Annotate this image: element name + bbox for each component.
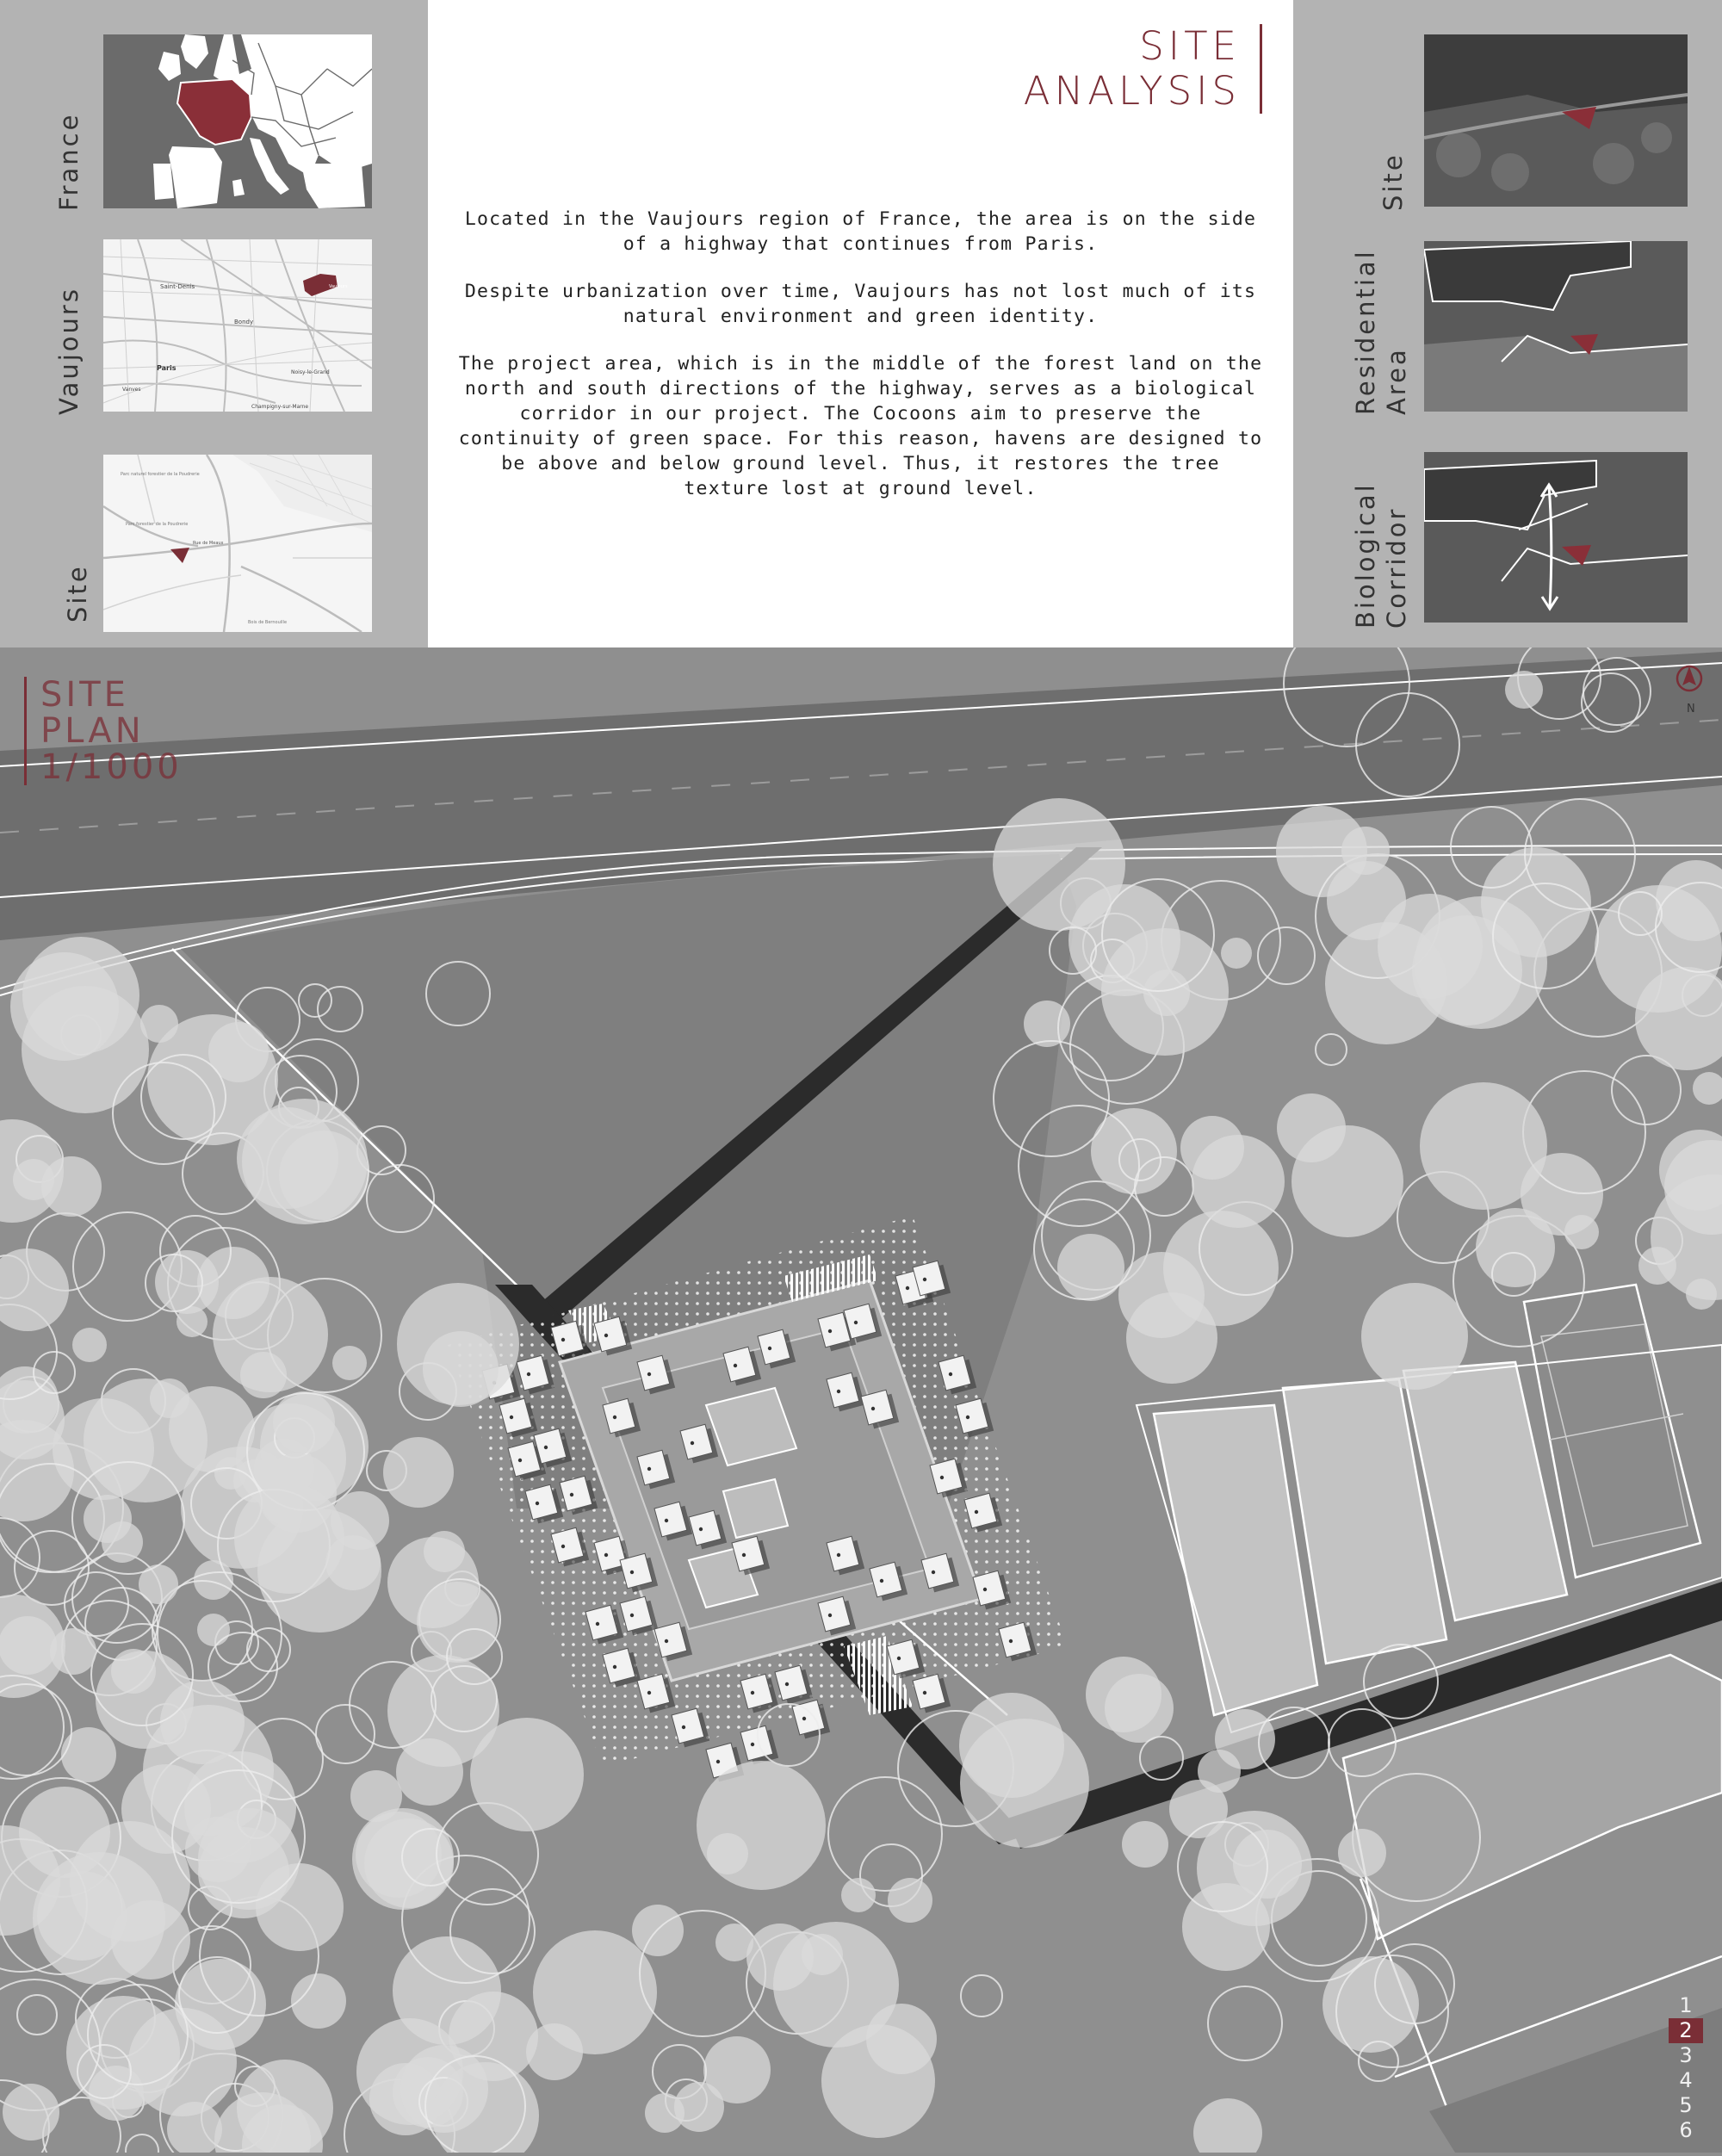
tree [332,1346,367,1380]
tree [3,2084,59,2141]
tree [526,2023,583,2080]
site-plan [0,647,1722,2153]
tree [1126,1292,1217,1384]
tree [121,1764,211,1854]
section-title [1024,24,1262,114]
map-label-vanves: Vanves [122,387,141,393]
europe-map [103,34,372,208]
aerial-site-map [1424,34,1688,207]
tree [242,1099,368,1224]
tree [1221,938,1252,969]
label-biological-corridor [1350,482,1412,629]
tree [645,2093,684,2133]
description-paragraph-1: Located in the Vaujours region of France, the area is on the side of a highway that continues from Paris. [464,208,1257,255]
tree [424,1531,465,1572]
tree [841,1878,876,1912]
label-vaujours: Vaujours [54,287,84,415]
tree [396,1738,463,1806]
tree [139,1564,178,1604]
tree [417,1582,498,1663]
map-label-bois: Bois de Bernouille [248,620,288,625]
tree [84,1378,208,1502]
label-corridor-line-1: Biological [1351,482,1380,629]
site-plan-drawing [0,647,1722,2153]
tree [197,1614,230,1646]
map-label-rue-de-meaux: Rue de Meaux [193,541,224,546]
site-description [454,207,1267,524]
label-corridor-line-2: Corridor [1382,506,1411,629]
pagination [1669,1993,1703,2143]
map-label-parc-naturel: Parc naturel forestier de la Poudrerie [121,472,200,477]
tree [470,1718,584,1831]
tree [1361,1283,1468,1390]
tree [1686,1279,1717,1310]
page-6[interactable]: 6 [1679,2118,1693,2142]
tree [61,1727,116,1782]
tree [960,1719,1089,1848]
page-3[interactable]: 3 [1679,2043,1693,2067]
tree [1122,1821,1168,1868]
tree [1101,928,1229,1056]
tree [10,952,119,1061]
tree [198,1808,300,1910]
aerial-residential-map [1424,241,1688,412]
tree [1105,1674,1174,1743]
description-paragraph-2: Despite urbanization over time, Vaujours has not lost much of its natural environment and green identity. [464,281,1257,327]
page-2-active[interactable]: 2 [1669,2018,1703,2043]
page-1[interactable]: 1 [1679,1993,1693,2017]
left-context-panel [0,0,428,647]
tree [234,1484,344,1594]
tree [155,1250,219,1314]
tree [50,1628,96,1675]
map-label-bondy: Bondy [234,319,254,325]
tree [160,1680,245,1764]
site-locator-map [103,455,372,632]
tree [697,1761,826,1890]
north-label: N [1687,703,1695,716]
tree [1564,1215,1599,1249]
tree [273,1391,335,1453]
page-5[interactable]: 5 [1679,2093,1693,2117]
right-analysis-panel [1293,0,1722,647]
vaujours-map [103,239,372,412]
tree [1420,1082,1547,1210]
label-residential-area [1350,249,1412,415]
map-label-paris: Paris [157,364,177,372]
tree [888,1878,932,1923]
tree [1057,1234,1124,1301]
title-line-1: SITE [1139,23,1241,69]
tree [1192,1135,1285,1228]
tree [140,1005,178,1043]
site-analysis-text-panel [428,0,1293,647]
map-label-parc-forestier: Parc forestier de la Poudrerie [126,522,189,527]
label-residential-line-2: Area [1382,347,1411,415]
page-4[interactable]: 4 [1679,2068,1693,2092]
label-residential-line-1: Residential [1351,249,1380,415]
tree [1505,671,1543,709]
site-analysis-header [0,0,1722,647]
tree [993,798,1125,931]
tree [213,1277,328,1392]
site-plan-scale: 1/1000 [40,747,183,787]
map-label-noisy-le-grand: Noisy-le-Grand [291,369,330,375]
title-line-2: ANALYSIS [1023,68,1241,114]
label-site-left: Site [63,564,92,623]
tree [383,1437,454,1508]
map-label-saint-denis: Saint-Denis [160,283,195,290]
tree [13,1159,54,1200]
tree [0,1616,57,1675]
tree [397,1283,519,1405]
tree [449,1992,538,2081]
site-plan-title [24,677,183,785]
label-france: France [54,112,84,211]
map-label-champigny: Champigny-sur-Marne [251,404,309,410]
tree [1292,1125,1403,1237]
site-plan-title-line-2: PLAN [40,711,145,751]
tree [773,1922,899,2048]
aerial-corridor-map [1424,452,1688,623]
tree [1327,861,1406,940]
tree [1338,1829,1386,1877]
tree [1215,1709,1275,1769]
tree [331,1491,389,1550]
tree [84,1495,132,1543]
label-site-right: Site [1378,152,1408,211]
description-paragraph-3: The project area, which is in the middle of the forest land on the north and south directions of the highway, serves as a biological corridor in our project. The Cocoons aim to preserve the continuity of green space. For this reason, havens are designed to be above and below ground level. Thus, it restores the tree texture lost at ground level. [458,353,1263,499]
map-label-vaujours: Vaujours [329,284,348,289]
tree [72,1328,107,1362]
site-plan-title-line-1: SITE [40,675,129,715]
